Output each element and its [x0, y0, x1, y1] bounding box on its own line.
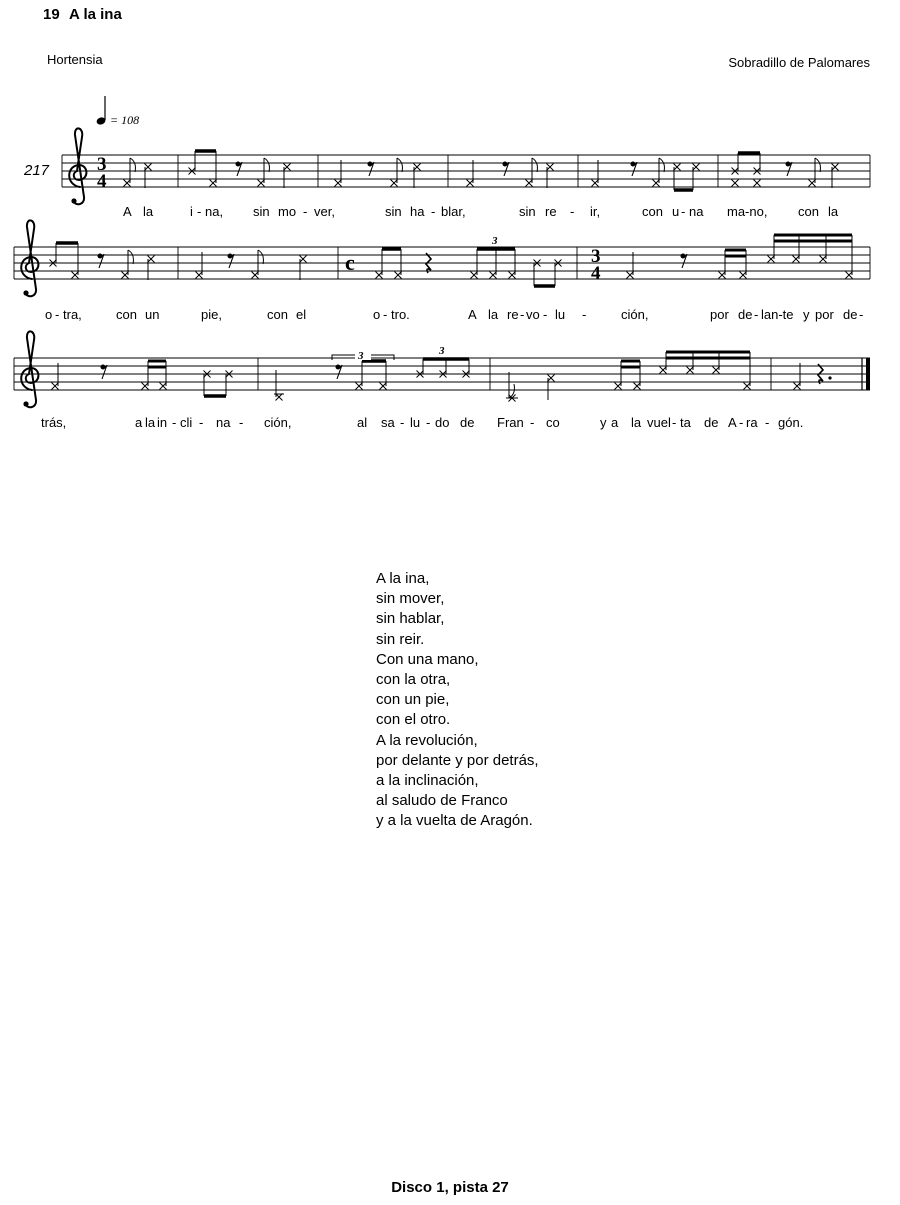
svg-text:a: a	[135, 415, 143, 430]
svg-text:por: por	[710, 307, 729, 322]
svg-text:o: o	[373, 307, 381, 322]
svg-text:do: do	[435, 415, 450, 430]
svg-text:al: al	[357, 415, 368, 430]
lyrics-syllables-system-2	[45, 307, 863, 322]
lyrics-syllables-system-1	[123, 204, 839, 219]
svg-text:pie,: pie,	[201, 307, 222, 322]
svg-text:-: -	[55, 307, 60, 322]
svg-text:3: 3	[591, 246, 601, 267]
svg-text:-: -	[570, 204, 575, 219]
svg-text:el: el	[296, 307, 307, 322]
lyric-line: Con una mano,	[376, 650, 479, 668]
svg-text:lu: lu	[410, 415, 421, 430]
svg-text:ir,: ir,	[590, 204, 601, 219]
svg-text:o: o	[45, 307, 53, 322]
svg-text:-: -	[672, 415, 677, 430]
svg-text:de: de	[843, 307, 858, 322]
svg-text:na: na	[689, 204, 704, 219]
svg-text:la: la	[488, 307, 499, 322]
lyric-line: A la ina,	[376, 570, 430, 587]
lyrics-text-block	[376, 569, 539, 832]
song-number: 19	[43, 6, 60, 23]
svg-text:tra,: tra,	[63, 307, 82, 322]
svg-text:un: un	[145, 307, 160, 322]
svg-text:ver,: ver,	[314, 204, 335, 219]
tuplet-3: 3	[439, 345, 445, 357]
svg-text:y: y	[600, 415, 607, 430]
svg-text:-: -	[426, 415, 431, 430]
svg-text:na,: na,	[205, 204, 224, 219]
svg-text:blar,: blar,	[441, 204, 466, 219]
svg-text:A: A	[468, 307, 477, 322]
svg-text:re: re	[545, 204, 557, 219]
svg-text:ción,: ción,	[264, 415, 292, 430]
lyric-line: sin reir.	[376, 630, 425, 648]
svg-text:de: de	[738, 307, 753, 322]
svg-text:sin: sin	[385, 204, 402, 219]
svg-text:con: con	[642, 204, 663, 219]
tempo-value: = 108	[110, 113, 140, 127]
svg-text:a: a	[611, 415, 619, 430]
svg-text:i: i	[190, 204, 193, 219]
lyric-line: y a la vuelta de Aragón.	[376, 812, 533, 830]
staff-system-1	[62, 155, 870, 187]
lyric-line: sin mover,	[376, 590, 445, 608]
recording-place: Sobradillo de Palomares	[728, 55, 870, 70]
tuplet-3: 3	[492, 235, 498, 247]
svg-text:na: na	[216, 415, 231, 430]
svg-text:sin: sin	[519, 204, 536, 219]
svg-text:gón.: gón.	[778, 415, 804, 430]
svg-text:de: de	[704, 415, 719, 430]
svg-text:sin: sin	[253, 204, 270, 219]
svg-text:-: -	[383, 307, 388, 322]
svg-text:y: y	[803, 307, 810, 322]
time-signature-3-4	[591, 246, 601, 284]
svg-text:-: -	[582, 307, 587, 322]
lyric-line: por delante y por detrás,	[376, 751, 539, 769]
tempo-marking	[96, 96, 140, 127]
svg-text:-: -	[303, 204, 308, 219]
svg-text:por: por	[815, 307, 834, 322]
svg-text:la: la	[143, 204, 154, 219]
footer-track-info: Disco 1, pista 27	[391, 1179, 509, 1196]
notes-system-2	[50, 235, 853, 286]
informant-name: Hortensia	[47, 52, 103, 67]
svg-text:con: con	[267, 307, 288, 322]
lyric-line: con el otro.	[376, 711, 451, 729]
svg-text:-: -	[431, 204, 436, 219]
lyric-line: A la revolución,	[376, 731, 478, 749]
svg-text:ción,: ción,	[621, 307, 649, 322]
svg-text:de: de	[460, 415, 475, 430]
svg-text:la: la	[828, 204, 839, 219]
svg-text:ra: ra	[746, 415, 758, 430]
svg-text:u: u	[672, 204, 680, 219]
svg-text:-: -	[543, 307, 548, 322]
svg-text:-: -	[400, 415, 405, 430]
song-title: A la ina	[69, 6, 122, 23]
svg-text:lan-te: lan-te	[761, 307, 794, 322]
svg-text:ha: ha	[410, 204, 425, 219]
svg-text:-: -	[765, 415, 770, 430]
svg-text:re: re	[507, 307, 519, 322]
treble-clef-icon	[21, 220, 38, 296]
svg-text:lu: lu	[555, 307, 566, 322]
svg-text:-: -	[197, 204, 202, 219]
common-time-icon: c	[345, 250, 355, 275]
svg-text:-: -	[681, 204, 686, 219]
svg-text:mo: mo	[278, 204, 297, 219]
svg-text:-: -	[859, 307, 864, 322]
svg-text:tro.: tro.	[391, 307, 410, 322]
notes-system-1	[124, 151, 839, 190]
tuplet-3: 3	[358, 350, 364, 362]
svg-text:co: co	[546, 415, 560, 430]
measure-number: 217	[24, 162, 50, 179]
lyric-line: con la otra,	[376, 671, 451, 689]
lyrics-syllables-system-3	[41, 415, 803, 430]
svg-text:-: -	[739, 415, 744, 430]
svg-text:-: -	[199, 415, 204, 430]
staff-system-3	[14, 358, 870, 390]
svg-text:-: -	[172, 415, 177, 430]
lyric-line: al saludo de Franco	[376, 792, 508, 810]
svg-text:4: 4	[591, 263, 601, 284]
svg-text:-: -	[520, 307, 525, 322]
svg-text:A: A	[123, 204, 132, 219]
svg-text:-: -	[530, 415, 535, 430]
svg-text:Fran: Fran	[497, 415, 524, 430]
svg-text:vuel: vuel	[647, 415, 671, 430]
svg-text:sa: sa	[381, 415, 395, 430]
lyric-line: con un pie,	[376, 691, 450, 709]
svg-text:ta: ta	[680, 415, 691, 430]
time-signature-3-4	[97, 154, 107, 192]
treble-clef-icon	[69, 128, 86, 204]
svg-text:in: in	[157, 415, 168, 430]
svg-text:trás,: trás,	[41, 415, 67, 430]
svg-text:con: con	[116, 307, 137, 322]
music-score	[0, 0, 900, 450]
svg-text:la: la	[145, 415, 156, 430]
treble-clef-icon	[21, 331, 38, 407]
svg-text:A: A	[728, 415, 737, 430]
svg-text:cli: cli	[180, 415, 193, 430]
svg-text:con: con	[798, 204, 819, 219]
notes-system-3	[52, 345, 832, 402]
svg-text:4: 4	[97, 171, 107, 192]
svg-text:-: -	[754, 307, 759, 322]
svg-text:la: la	[631, 415, 642, 430]
svg-text:ma-no,: ma-no,	[727, 204, 768, 219]
svg-text:vo: vo	[526, 307, 540, 322]
lyric-line: sin hablar,	[376, 610, 445, 628]
svg-text:-: -	[239, 415, 244, 430]
svg-text:3: 3	[97, 154, 107, 175]
lyric-line: a la inclinación,	[376, 772, 479, 790]
